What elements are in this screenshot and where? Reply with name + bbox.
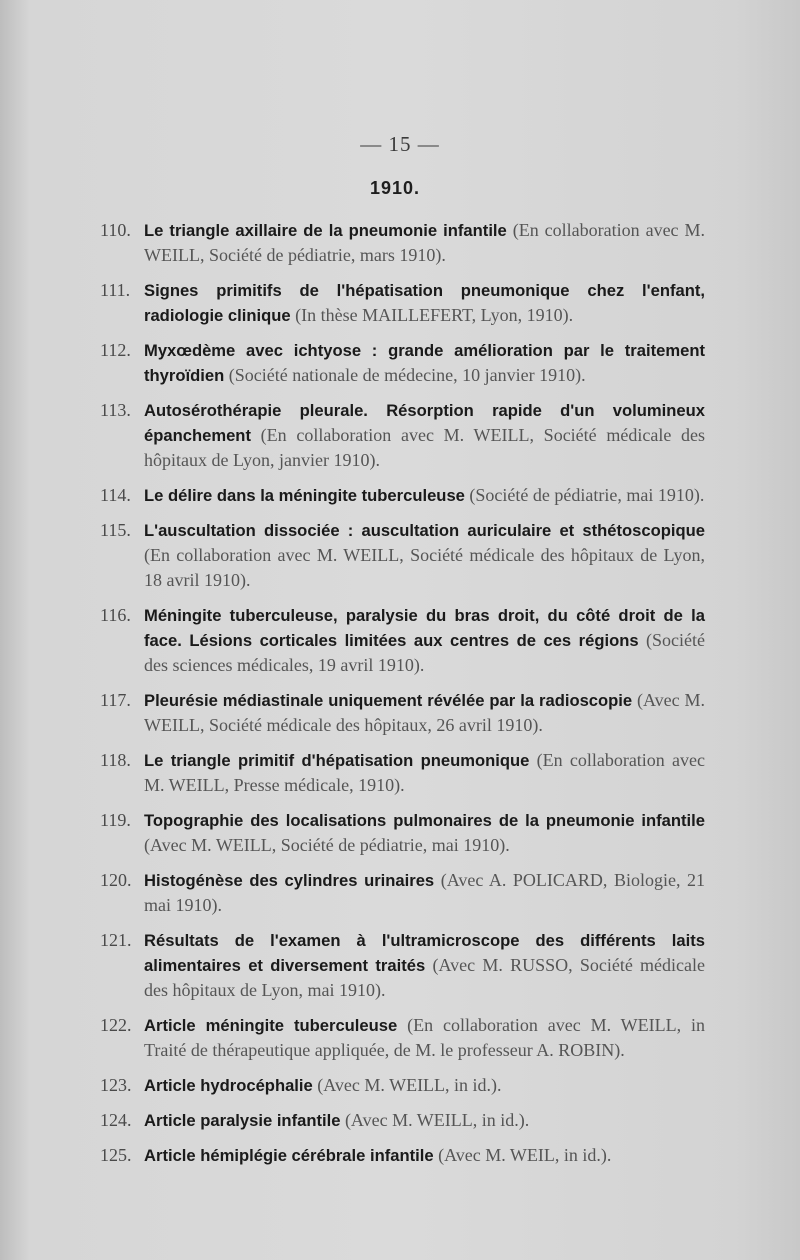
entry-reference: (Avec M. RUSSO, Société médicale des hôpitaux de Lyon, mai 1910). [144,955,705,1000]
entry-title: Le délire dans la méningite tuberculeuse [144,486,465,505]
list-item [100,1013,705,1063]
entry-number: 112. [100,340,131,360]
entry-number: 123. [100,1075,132,1095]
entry-reference: (In thèse MAILLEFERT, Lyon, 1910). [290,305,574,325]
list-item [100,928,705,1003]
entry-reference: (Avec M. WEILL, in id.). [340,1110,530,1130]
list-item [100,1108,705,1133]
entry-number: 115. [100,520,131,540]
entry-reference: (Avec M. WEILL, Société médicale des hôpitaux, 26 avril 1910). [144,690,706,735]
list-item [100,278,705,328]
entry-number: 124. [100,1110,132,1130]
entry-reference: (En collaboration avec M. WEILL, Société de pédiatrie, mars 1910). [144,220,705,265]
entry-reference: (Avec M. WEILL, Société de pédiatrie, mai 1910). [144,835,510,855]
entry-number: 118. [100,750,131,770]
page-number: — 15 — [360,132,440,156]
entry-number: 122. [100,1015,132,1035]
entry-number: 113. [100,400,131,420]
entry-title: Le triangle primitif d'hépatisation pneumonique [144,751,530,770]
list-item [100,1143,705,1168]
entry-title: Article hémiplégie cérébrale infantile [144,1146,434,1165]
entry-title: Méningite tuberculeuse, paralysie du bras droit, du côté droit de la face. Lésions corticales limitées aux centres de ces régions [144,606,705,650]
list-item [100,808,705,858]
entry-number: 111. [100,280,131,300]
list-item [100,218,705,268]
list-item [100,688,705,738]
entry-reference: (En collaboration avec M. WEILL, in Traité de thérapeutique appliquée, de M. le professeur A. ROBIN). [144,1015,706,1060]
list-item [100,1073,705,1098]
entry-number: 114. [100,485,131,505]
entry-reference: (En collaboration avec M. WEILL, Société médicale des hôpitaux de Lyon, 18 avril 1910). [144,545,705,590]
entry-number: 117. [100,690,131,710]
entry-title: Pleurésie médiastinale uniquement révélée par la radioscopie [144,691,633,710]
entry-title: Résultats de l'examen à l'ultramicroscope des différents laits alimentaires et diversement traités [144,931,705,975]
list-item [100,868,705,918]
entry-reference: (En collaboration avec M. WEILL, Société médicale des hôpitaux de Lyon, janvier 1910). [144,425,705,470]
publication-list [100,218,705,1178]
entry-title: L'auscultation dissociée : auscultation auriculaire et sthétoscopique [144,521,705,540]
entry-number: 119. [100,810,131,830]
entry-number: 116. [100,605,131,625]
entry-reference: (Avec M. WEIL, in id.). [433,1145,612,1165]
list-item [100,398,705,473]
section-year-heading: 1910. [369,178,421,198]
list-item [100,748,705,798]
list-item [100,603,705,678]
entry-reference: (Société des sciences médicales, 19 avril 1910). [144,630,705,675]
entry-reference: (Avec A. POLICARD, Biologie, 21 mai 1910). [144,870,705,915]
entry-title: Article hydrocéphalie [144,1076,313,1095]
entry-title: Le triangle axillaire de la pneumonie infantile [144,221,507,240]
list-item [100,518,705,593]
entry-reference: (Société de pédiatrie, mai 1910). [464,485,705,505]
list-item [100,338,705,388]
entry-title: Myxœdème avec ichtyose : grande amélioration par le traitement thyroïdien [144,341,705,385]
entry-title: Article méningite tuberculeuse [144,1016,398,1035]
entry-number: 121. [100,930,132,950]
entry-number: 110. [100,220,131,240]
entry-title: Signes primitifs de l'hépatisation pneumonique chez l'enfant, radiologie clinique [144,281,705,325]
entry-number: 120. [100,870,132,890]
entry-reference: (Avec M. WEILL, in id.). [312,1075,502,1095]
entry-reference: (En collaboration avec M. WEILL, Presse médicale, 1910). [144,750,705,795]
entry-title: Topographie des localisations pulmonaires de la pneumonie infantile [144,811,705,830]
entry-number: 125. [100,1145,132,1165]
entry-reference: (Société nationale de médecine, 10 janvier 1910). [224,365,586,385]
entry-title: Autosérothérapie pleurale. Résorption rapide d'un volumineux épanchement [144,401,705,445]
entry-title: Article paralysie infantile [144,1111,341,1130]
list-item [100,483,705,508]
entry-title: Histogénèse des cylindres urinaires [144,871,435,890]
